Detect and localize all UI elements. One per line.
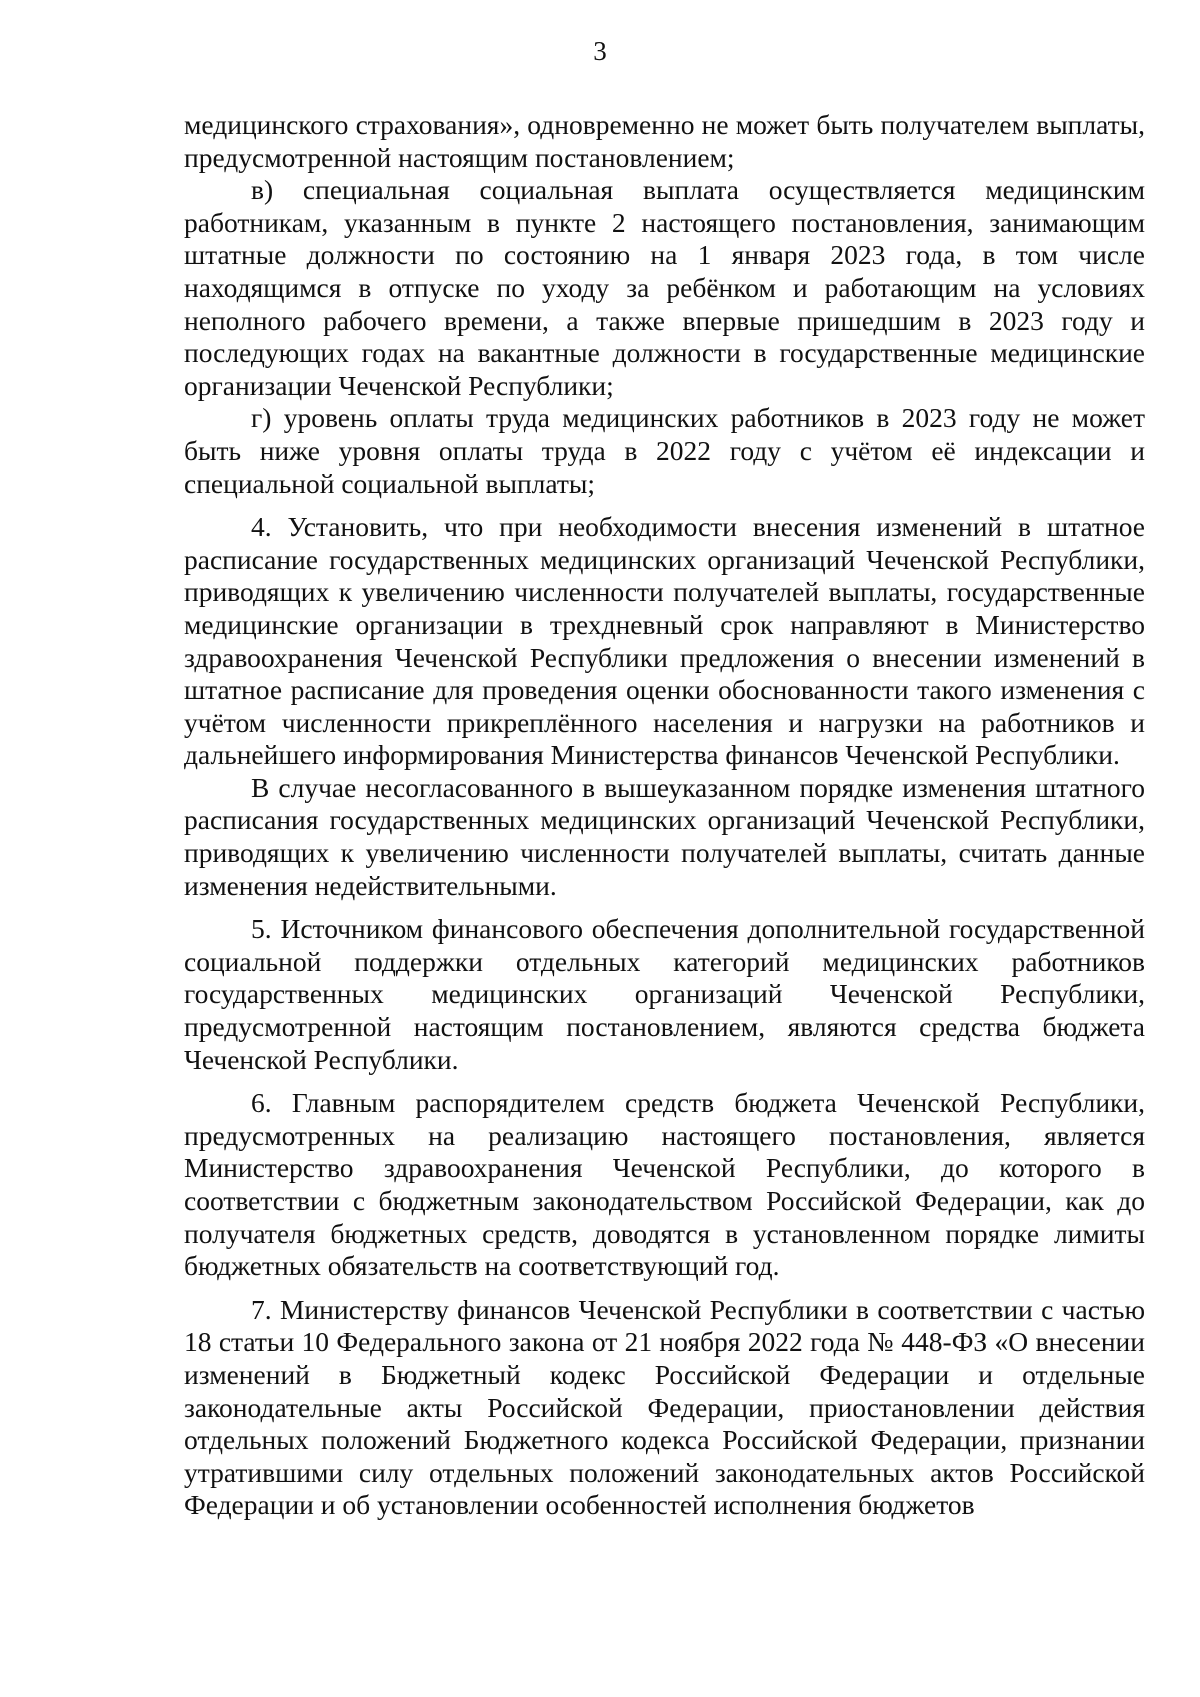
- paragraph-item-5-funding-source: 5. Источником финансового обеспечения дополнительной государственной социальной поддержки отдельных категорий медицинских работников государственных медицинских организаций Чеченской Республики, предусмотренной настоящим постановлением, являются средства бюджета Чеченской Республики.: [184, 913, 1145, 1075]
- paragraph-subitem-g-pay-level: г) уровень оплаты труда медицинских работников в 2023 году не может быть ниже уровня оплаты труда в 2022 году с учётом её индексации и специальной социальной выплаты;: [184, 402, 1145, 499]
- paragraph-subitem-v-special-payment: в) специальная социальная выплата осуществляется медицинским работникам, указанным в пункте 2 настоящего постановления, занимающим штатные должности по состоянию на 1 января 2023 года, в том числе находящимся в отпуске по уходу за ребёнком и работающим на условиях неполного рабочего времени, а также впервые пришедшим в 2023 году и последующих годах на вакантные должности в государственные медицинские организации Чеченской Республики;: [184, 174, 1145, 401]
- paragraph-item-4-invalid-changes: В случае несогласованного в вышеуказанном порядке изменения штатного расписания государственных медицинских организаций Чеченской Республики, приводящих к увеличению численности получателей выплаты, считать данные изменения недействительными.: [184, 771, 1145, 901]
- paragraph-item-4-staffing-changes: 4. Установить, что при необходимости внесения изменений в штатное расписание государственных медицинских организаций Чеченской Республики, приводящих к увеличению численности получателей выплаты, государственные медицинские организации в трехдневный срок направляют в Министерство здравоохранения Чеченской Республики предложения о внесении изменений в штатное расписание для проведения оценки обоснованности такого изменения с учётом численности прикреплённого населения и нагрузки на работников и дальнейшего информирования Министерства финансов Чеченской Республики.: [184, 511, 1145, 771]
- page-number: 3: [593, 36, 607, 66]
- paragraph-continuation-health-insurance: медицинского страхования», одновременно не может быть получателем выплаты, предусмотренной настоящим постановлением;: [184, 109, 1145, 173]
- document-body: [184, 109, 1145, 1522]
- paragraph-item-6-main-budget-manager: 6. Главным распорядителем средств бюджета Чеченской Республики, предусмотренных на реализацию настоящего постановления, является Министерство здравоохранения Чеченской Республики, до которого в соответствии с бюджетным законодательством Российской Федерации, как до получателя бюджетных средств, доводятся в установленном порядке лимиты бюджетных обязательств на соответствующий год.: [184, 1087, 1145, 1282]
- paragraph-item-7-finance-ministry: 7. Министерству финансов Чеченской Республики в соответствии с частью 18 статьи 10 Федерального закона от 21 ноября 2022 года № 448-ФЗ «О внесении изменений в Бюджетный кодекс Российской Федерации и отдельные законодательные акты Российской Федерации, приостановлении действия отдельных положений Бюджетного кодекса Российской Федерации, признании утратившими силу отдельных положений законодательных актов Российской Федерации и об установлении особенностей исполнения бюджетов: [184, 1293, 1145, 1521]
